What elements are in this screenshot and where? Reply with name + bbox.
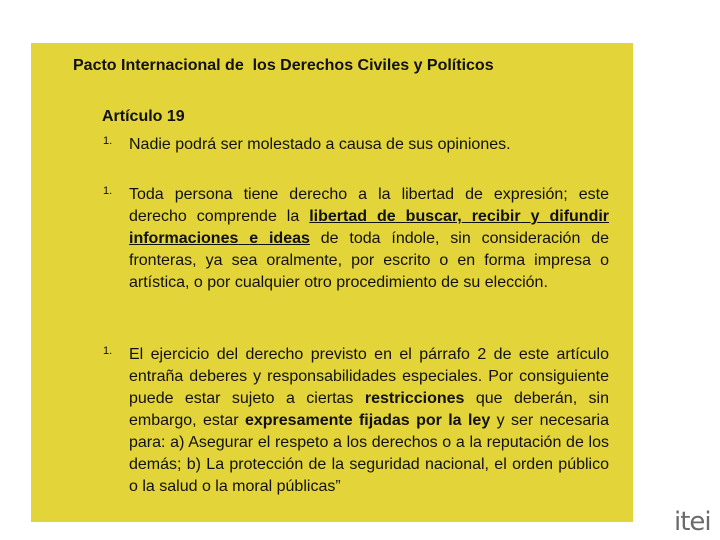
underlined-term: e [249,230,259,247]
underlined-term: ideas [268,230,310,247]
list-item [103,344,609,498]
bold-term: expresamente fijadas por la ley [244,412,491,429]
underlined-term: recibir [471,208,521,225]
underlined-term: buscar, [405,208,462,225]
underlined-term: informaciones [129,230,239,247]
article-heading: Artículo 19 [102,108,185,125]
page-title: Pacto Internacional de los Derechos Civiles y Políticos [73,57,494,74]
item-text: Nadie podrá ser molestado a causa de sus opiniones. [129,136,511,153]
underlined-term: y [530,208,540,225]
list-item [103,134,609,156]
itei-logo: itei [674,507,711,537]
underlined-term: libertad [309,208,368,225]
item-number: 1. [103,185,113,197]
underlined-term: de [377,208,396,225]
list-item [103,184,609,294]
bold-term: restricciones [364,390,465,407]
item-number: 1. [103,345,113,357]
item-text: Toda persona tiene derecho a la libertad de expresión; este derecho comprende la libertad de buscar, recibir y difundir informaciones e ideas de toda índole, sin consideración de fronteras, ya sea oralmente, por escrito o en forma impresa o artística, o por cualquier otro procedimiento de su elección. [129,186,610,291]
underlined-term: difundir [549,208,610,225]
item-number: 1. [103,135,113,147]
item-text: El ejercicio del derecho previsto en el párrafo 2 de este artículo entraña deberes y responsabilidades especiales. Por consiguiente puede estar sujeto a ciertas restricciones que deberán, sin embargo, estar expresamente fijadas por la ley y ser necesaria para: a) Asegurar el respeto a los derechos o a la reputación de los demás; b) La protección de la seguridad nacional, el orden público o la salud o la moral públicas” [129,346,610,495]
